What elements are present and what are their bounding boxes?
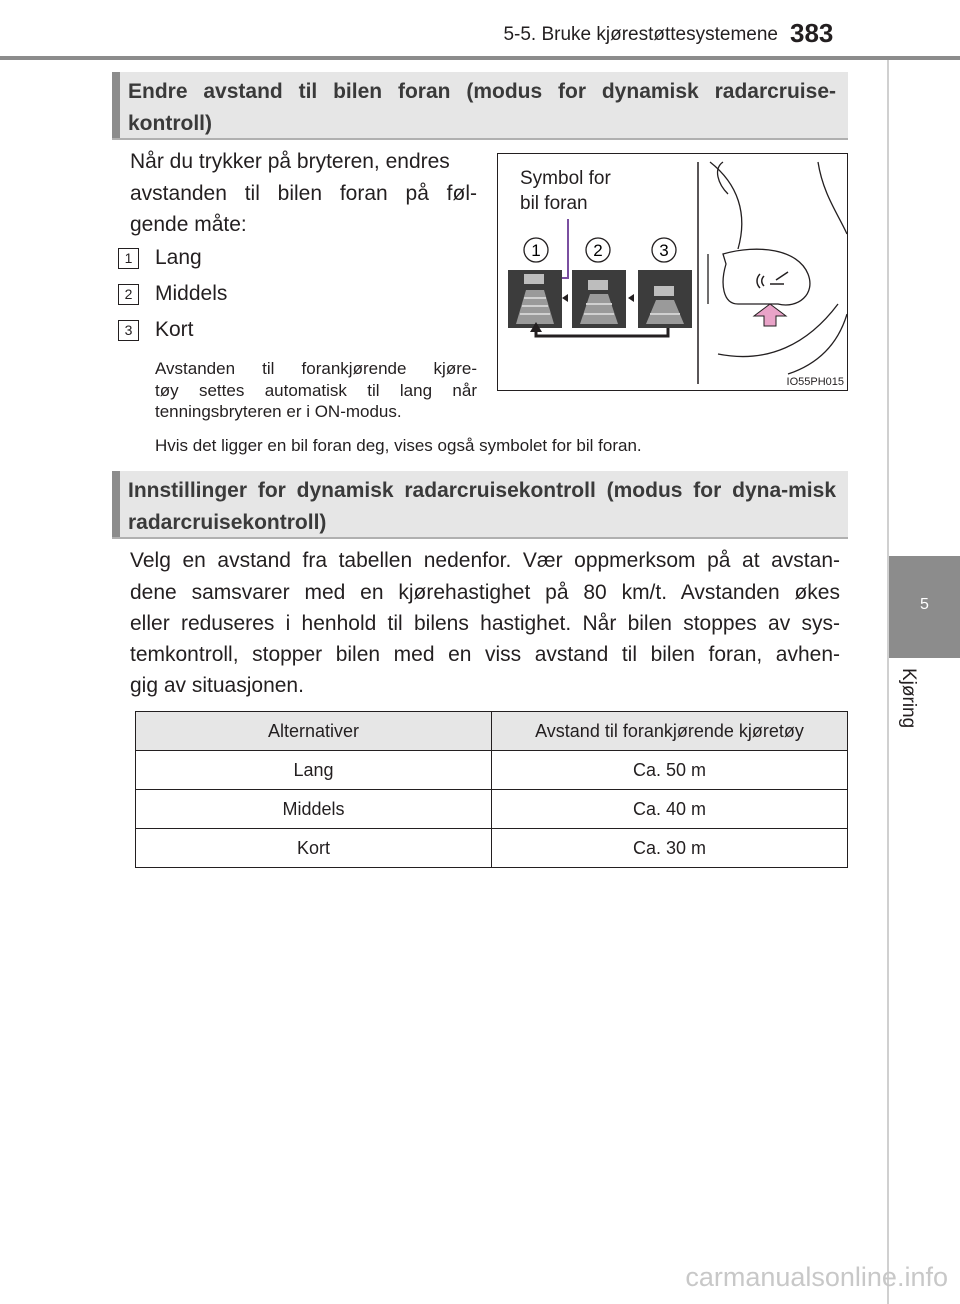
intro-line-2: avstanden til bilen foran på føl- (130, 182, 477, 205)
display-long (508, 270, 562, 328)
cell-distance: Ca. 50 m (492, 751, 848, 790)
list-marker-1: 1 (118, 248, 139, 269)
distance-switch-icon (757, 272, 788, 288)
cell-option: Middels (136, 790, 492, 829)
body-line-2: dene samsvarer med en kjørehastighet på 80 km/t. Avstanden økes (130, 581, 840, 604)
section-heading-settings (112, 471, 848, 539)
callout-label-line2: bil foran (520, 193, 588, 214)
distance-switch-figure (497, 153, 848, 391)
col-header-alternatives: Alternativer (136, 712, 492, 751)
note-line-3: tenningsbryteren er i ON-modus. (155, 402, 402, 421)
marker-3 (652, 238, 676, 262)
marker-2 (586, 238, 610, 262)
section-heading-text: Innstillinger for dynamisk radarcruisekontroll (modus for dyna-misk radarcruisekontroll) (128, 479, 836, 534)
marker-1 (524, 238, 548, 262)
page-number: 383 (790, 18, 834, 48)
arrow-right-2 (628, 294, 634, 302)
chapter-title: Kjøring (898, 668, 919, 729)
return-arrow (536, 328, 668, 336)
steering-wheel-sketch (708, 162, 847, 374)
svg-text:3: 3 (659, 241, 669, 260)
col-header-distance: Avstand til forankjørende kjøretøy (492, 712, 848, 751)
list-item-lang: Lang (155, 246, 202, 269)
body-line-5: gig av situasjonen. (130, 674, 304, 697)
header-rule (0, 56, 960, 60)
distance-table (135, 711, 848, 868)
note-line-1: Avstanden til forankjørende kjøre- (155, 359, 477, 378)
cell-option: Kort (136, 829, 492, 868)
figure-code: IO55PH015 (786, 376, 844, 388)
arrow-right-1 (562, 294, 568, 302)
table-header-row (136, 712, 848, 751)
list-item-kort: Kort (155, 318, 194, 341)
figure-illustration (498, 154, 847, 390)
section-heading-text: Endre avstand til bilen foran (modus for dynamisk radarcruise-kontroll) (128, 80, 836, 135)
chapter-number: 5 (920, 596, 929, 613)
list-marker-3: 3 (118, 320, 139, 341)
intro-line-1: Når du trykker på bryteren, endres (130, 150, 450, 173)
table-row (136, 829, 848, 868)
cell-distance: Ca. 30 m (492, 829, 848, 868)
list-item-middels: Middels (155, 282, 228, 305)
push-arrow (754, 304, 786, 326)
cell-distance: Ca. 40 m (492, 790, 848, 829)
section-heading-distance (112, 72, 848, 140)
note-bil-foran: Hvis det ligger en bil foran deg, vises også symbolet for bil foran. (155, 436, 642, 455)
intro-line-3: gende måte: (130, 213, 247, 236)
display-middle (572, 270, 626, 328)
cell-option: Lang (136, 751, 492, 790)
display-short (638, 270, 692, 328)
running-header-title: 5-5. Bruke kjørestøttesystemene (503, 24, 778, 45)
table-row (136, 790, 848, 829)
callout-label-line1: Symbol for (520, 168, 611, 189)
list-marker-2: 2 (118, 284, 139, 305)
body-line-4: temkontroll, stopper bilen med en viss avstand til bilen foran, avhen- (130, 643, 840, 666)
body-line-3: eller reduseres i henhold til bilens hastighet. Når bilen stoppes av sys- (130, 612, 840, 635)
body-line-1: Velg en avstand fra tabellen nedenfor. Vær oppmerksom på at avstan- (130, 549, 840, 572)
table-row (136, 751, 848, 790)
side-rail (887, 60, 889, 1304)
note-line-2: tøy settes automatisk til lang når (155, 381, 477, 400)
watermark: carmanualsonline.info (685, 1262, 948, 1292)
svg-text:2: 2 (593, 241, 603, 260)
svg-text:1: 1 (531, 241, 541, 260)
